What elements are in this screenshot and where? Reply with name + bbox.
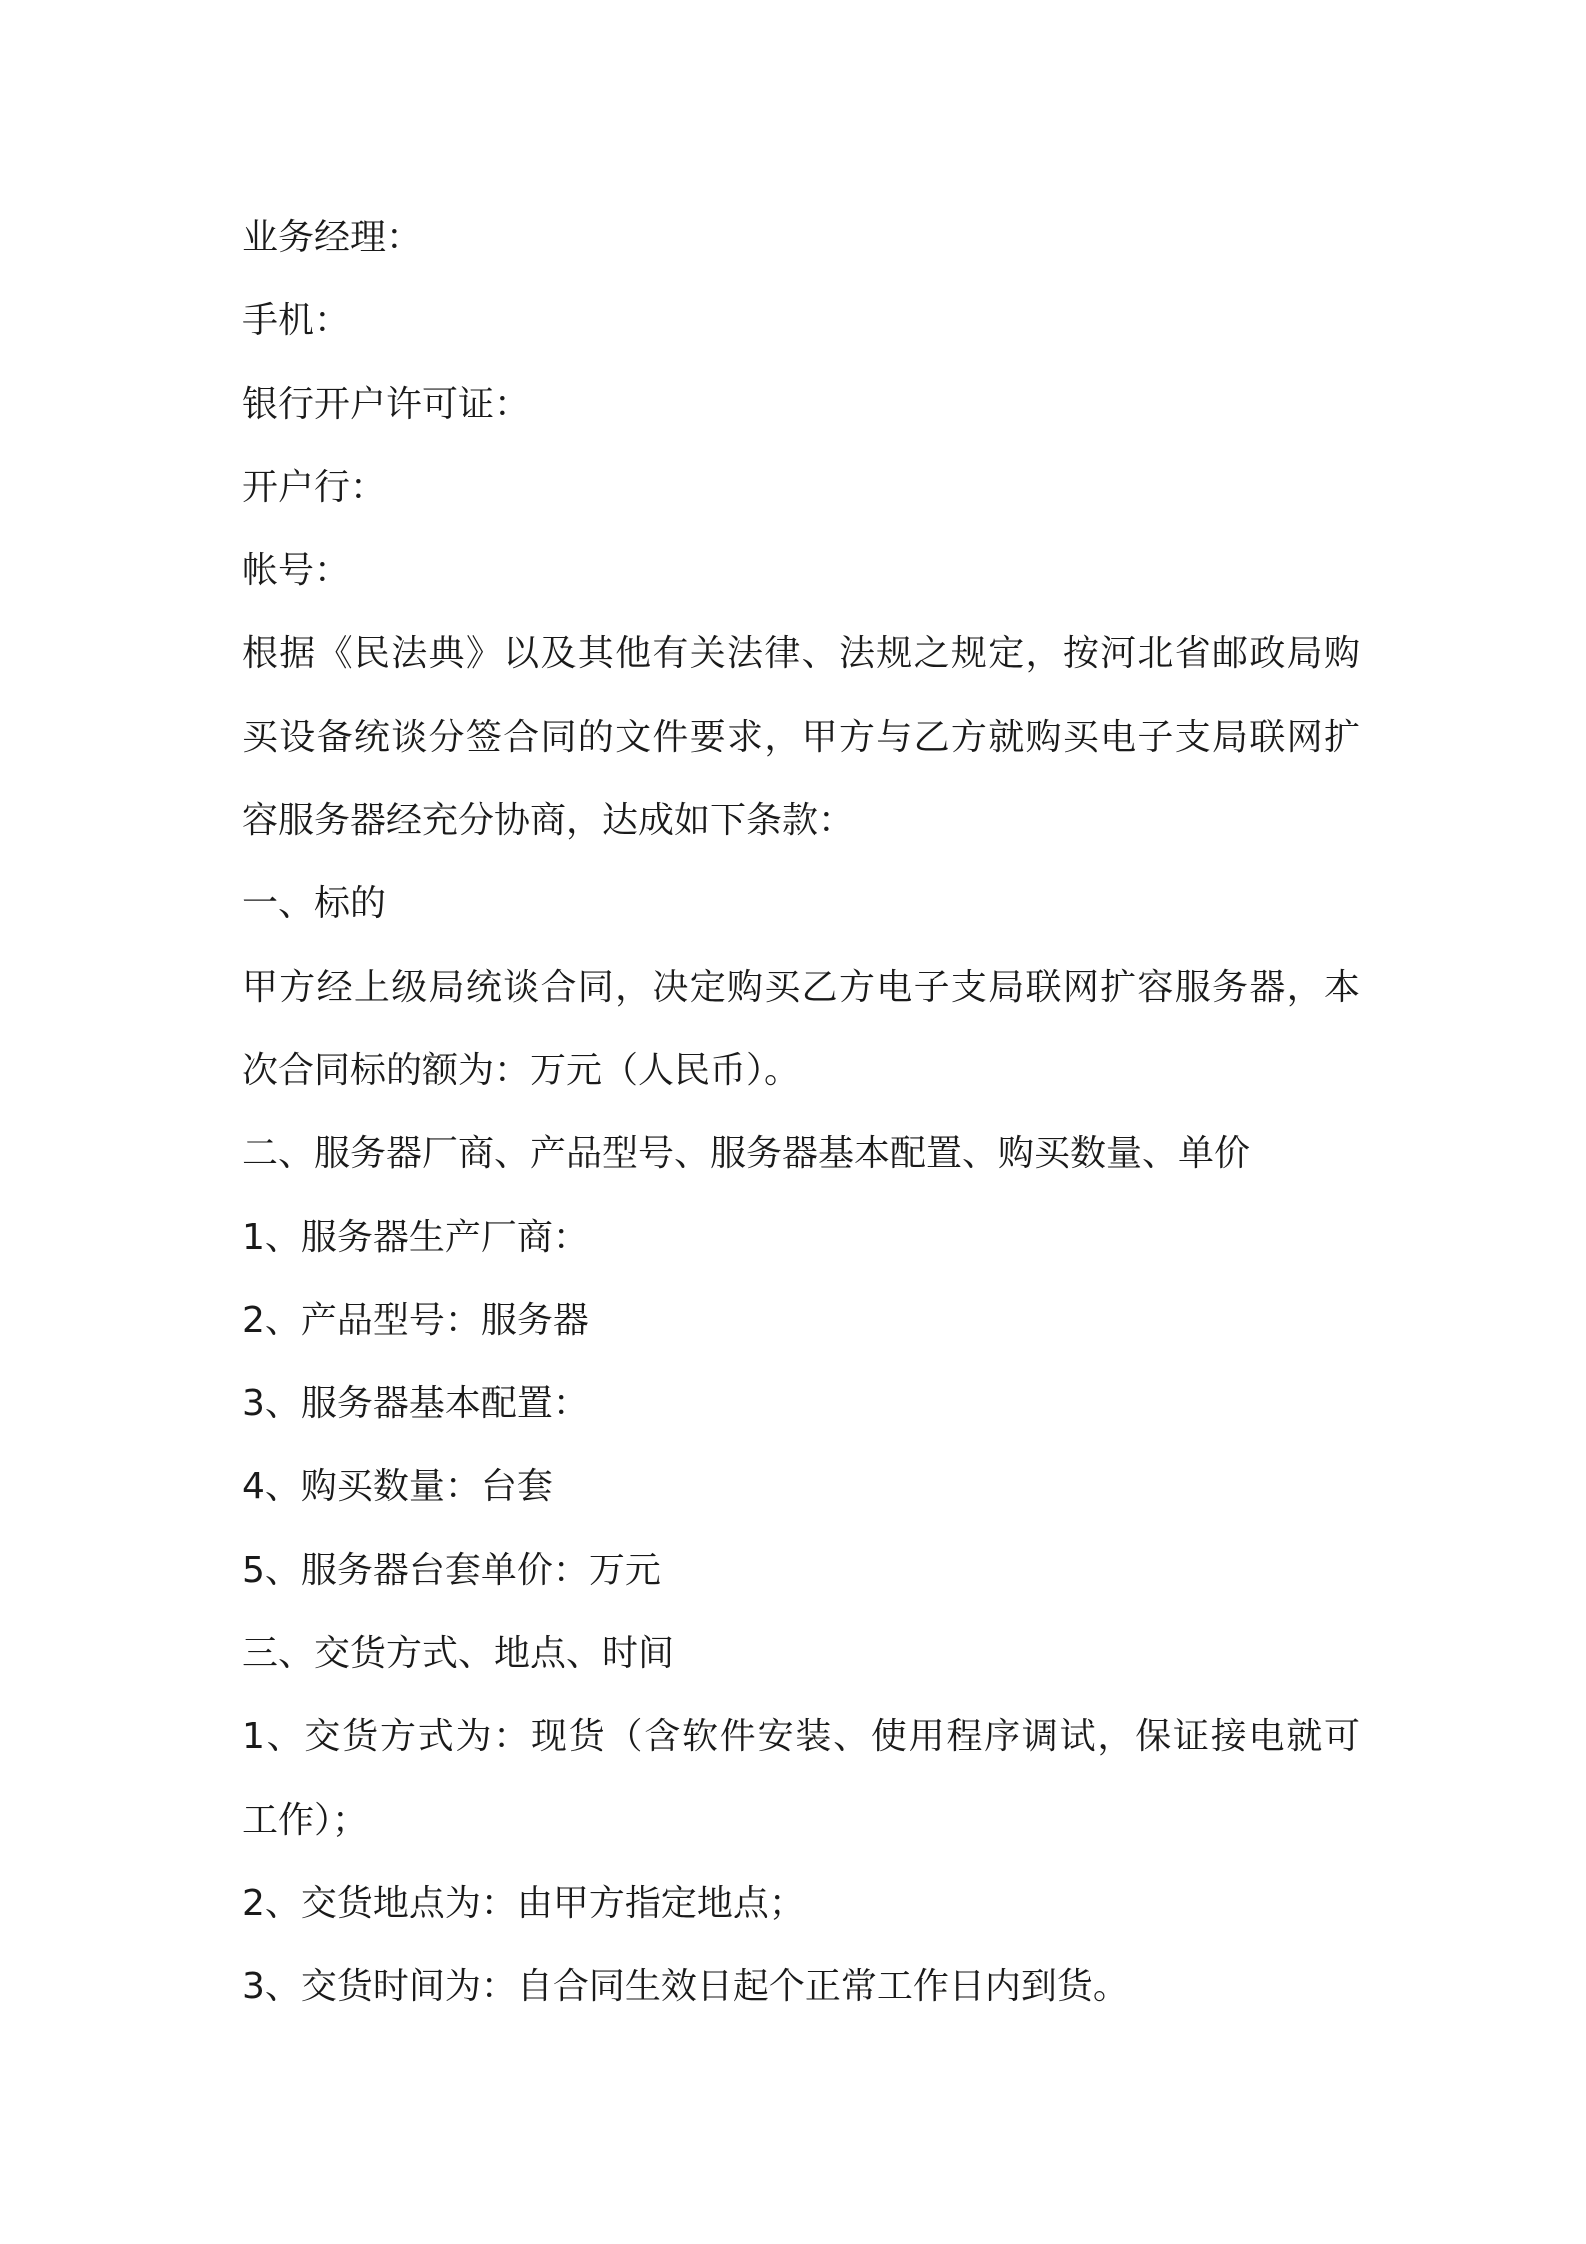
contract-text	[242, 196, 1362, 2029]
section-2-item-4: 4、购买数量：台套	[242, 1466, 553, 1508]
account-number-line: 帐号：	[242, 550, 351, 592]
section-1-heading: 一、标的	[242, 883, 387, 925]
bank-branch-line: 开户行：	[242, 466, 387, 508]
section-1-paragraph-line-2: 次合同标的额为：万元（人民币）。	[242, 1049, 801, 1091]
section-3-heading: 三、交货方式、地点、时间	[242, 1633, 675, 1675]
preamble-line-1: 根据《民法典》以及其他有关法律、法规之规定，按河北省邮政局购	[242, 633, 1360, 675]
section-2-item-1: 1、服务器生产厂商：	[242, 1216, 589, 1258]
section-2-item-3: 3、服务器基本配置：	[242, 1383, 589, 1425]
business-manager-line: 业务经理：	[242, 217, 423, 258]
section-3-item-1-line-2: 工作）；	[242, 1799, 369, 1841]
section-2-item-5: 5、服务器台套单价：万元	[242, 1549, 661, 1591]
section-1-paragraph-line-1: 甲方经上级局统谈合同，决定购买乙方电子支局联网扩容服务器，本	[242, 966, 1360, 1008]
section-3-item-3: 3、交货时间为：自合同生效日起个正常工作日内到货。	[242, 1966, 1129, 2008]
bank-license-line: 银行开户许可证：	[242, 383, 531, 425]
preamble-line-2: 买设备统谈分签合同的文件要求，甲方与乙方就购买电子支局联网扩	[242, 716, 1360, 758]
preamble-line-3: 容服务器经充分协商，达成如下条款：	[242, 800, 855, 842]
section-2-item-2: 2、产品型号：服务器	[242, 1299, 589, 1341]
section-2-heading: 二、服务器厂商、产品型号、服务器基本配置、购买数量、单价	[242, 1133, 1251, 1175]
section-3-item-2: 2、交货地点为：由甲方指定地点；	[242, 1882, 805, 1924]
mobile-line: 手机：	[242, 300, 351, 342]
section-3-item-1-line-1: 1、交货方式为：现货（含软件安装、使用程序调试，保证接电就可	[242, 1716, 1360, 1758]
